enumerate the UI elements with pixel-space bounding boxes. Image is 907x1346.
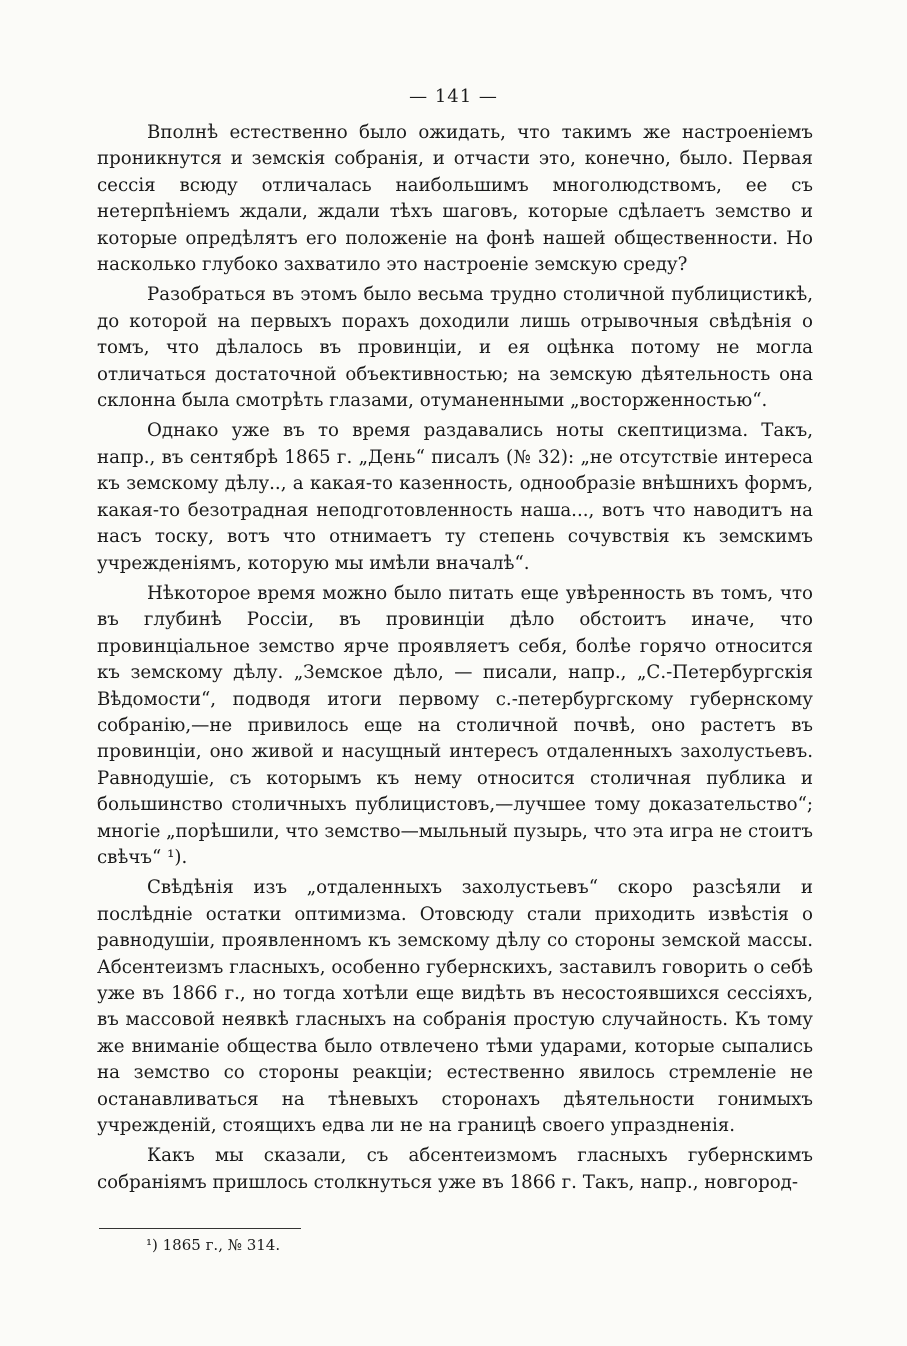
paragraph: Разобраться въ этомъ было весьма трудно столичной публицистикѣ, до которой на первыхъ порахъ доходили лишь отрывочныя свѣдѣнія о томъ, что дѣлалось въ провинціи, и ея оцѣнка потому не могла отличаться достаточной объективностью; на земскую дѣятельность она склонна была смотрѣть глазами, отуманенными „восторженностью“. [97,284,813,412]
paragraph: Какъ мы сказали, съ абсентеизмомъ гласныхъ губернскимъ собраніямъ пришлось столкнуться уже въ 1866 г. Такъ, напр., новгород- [97,1145,813,1193]
paragraph: Нѣкоторое время можно было питать еще увѣренность въ томъ, что въ глубинѣ Россіи, въ провинціи дѣло обстоитъ иначе, что провинціальное земство ярче проявляетъ себя, болѣе горячо относится къ земскому дѣлу. „Земское дѣло, — писали, напр., „С.-Петербургскія Вѣдомости“, подводя итоги первому с.-петербургскому губернскому собранію,—не привилось еще на столичной почвѣ, оно растетъ въ провинціи, оно живой и насущный интересъ отдаленныхъ захолустьевъ. Равнодушіе, съ которымъ къ нему относится столичная публика и большинство столичныхъ публицистовъ,—лучшее тому доказательство“; многіе „порѣшили, что земство—мыльный пузырь, что эта игра не стоитъ свѣчъ“ ¹). [97,582,813,868]
paragraph: Свѣдѣнія изъ „отдаленныхъ захолустьевъ“ скоро разсѣяли и послѣдніе остатки оптимизма. Отовсюду стали приходить извѣстія о равнодушіи, проявленномъ къ земскому дѣлу со стороны земской массы. Абсентеизмъ гласныхъ, особенно губернскихъ, заставилъ говорить о себѣ уже въ 1866 г., но тогда хотѣли еще видѣть въ несостоявшихся сессіяхъ, въ массовой неявкѣ гласныхъ на собранія простую случайность. Къ тому же вниманіе общества было отвлечено тѣми ударами, которые сыпались на земство со стороны реакціи; естественно явилось стремленіе не останавливаться на тѣневыхъ сторонахъ дѣятельности гонимыхъ учрежденій, стоящихъ едва ли не на границѣ своего упраздненія. [97,877,813,1137]
paragraph: Вполнѣ естественно было ожидать, что такимъ же настроеніемъ проникнутся и земскія собранія, и отчасти это, конечно, было. Первая сессія всюду отличалась наибольшимъ многолюдствомъ, ее съ нетерпѣніемъ ждали, ждали тѣхъ шаговъ, которые сдѣлаетъ земство и которые опредѣлятъ его положеніе на фонѣ нашей общественности. Но насколько глубоко захватило это настроеніе земскую среду? [97,122,813,276]
footnote-divider [99,1228,301,1229]
page-number: — 141 — [409,86,498,107]
body-text [97,120,813,1200]
paragraph: Однако уже въ то время раздавались ноты скептицизма. Такъ, напр., въ сентябрѣ 1865 г. „День“ писалъ (№ 32): „не отсутствіе интереса къ земскому дѣлу.., а какая-то казенность, однообразіе внѣшнихъ формъ, какая-то безотрадная неподготовленность наша..., вотъ что наводитъ на насъ тоску, вотъ что отнимаетъ ту степень сочувствія къ земскимъ учрежденіямъ, которую мы имѣли вначалѣ“. [97,420,813,574]
footnote: ¹) 1865 г., № 314. [146,1236,281,1254]
